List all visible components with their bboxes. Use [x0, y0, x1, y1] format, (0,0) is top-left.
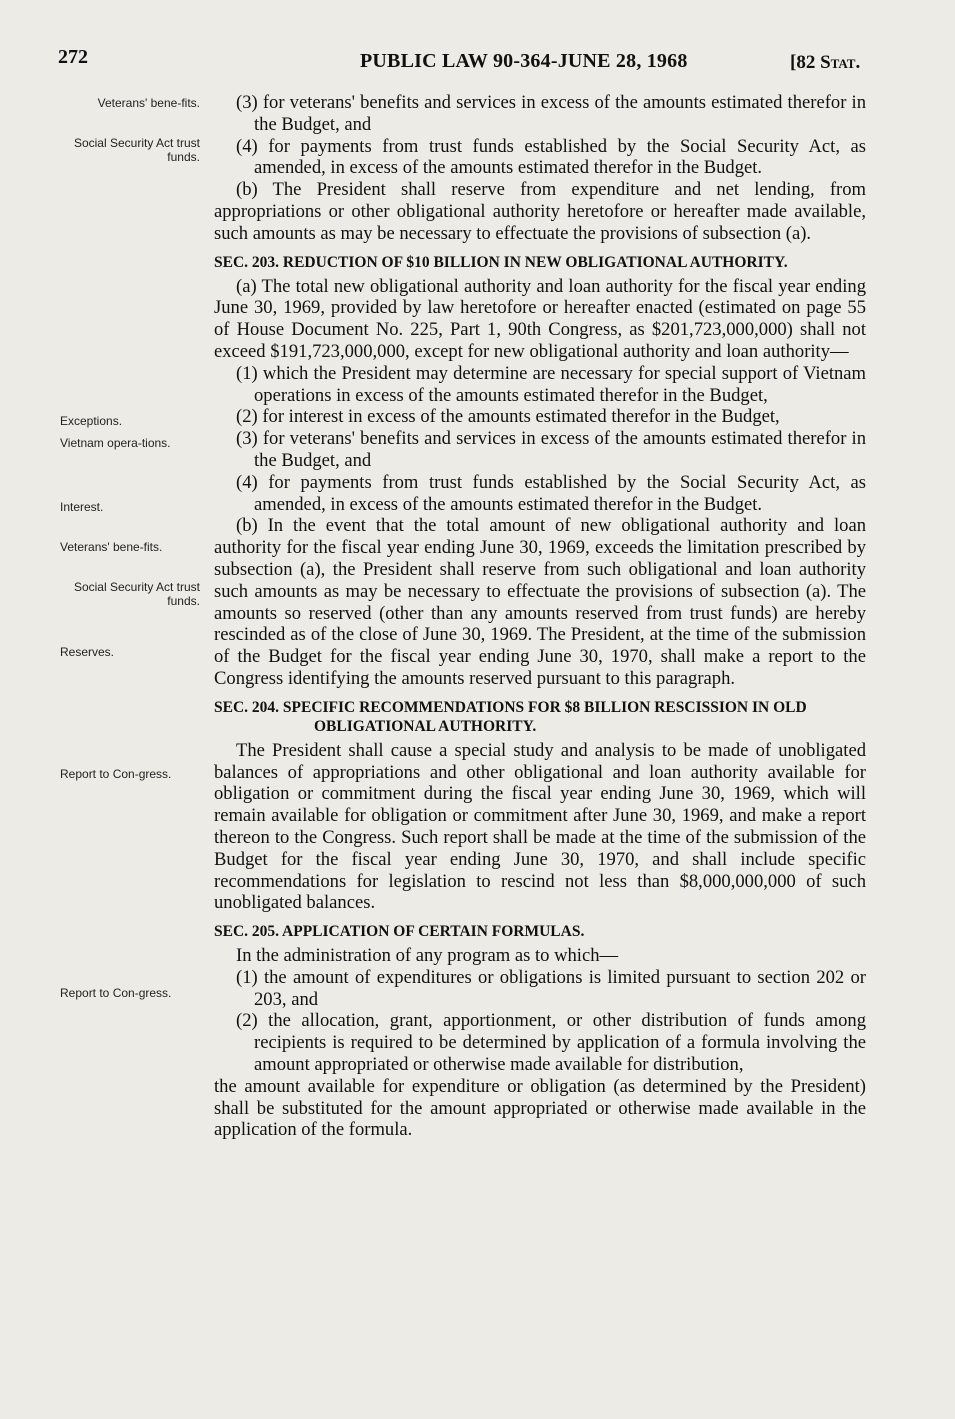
paragraph-203-4: (4) for payments from trust funds established by the Social Security Act, as amended, in excess of the amounts estimated therefor in the Budget.: [236, 471, 866, 515]
statute-volume: [790, 52, 860, 74]
paragraph-204: The President shall cause a special study and analysis to be made of unobligated balances of appropriations and other obligational and loan authority available for obligation or commitment during the fiscal year ending June 30, 1969, which will remain available for obligation or commitment after June 30, 1969, and make a report thereon to the Congress. Such report shall be made at the time of the submission of the Budget for the fiscal year ending June 30, 1970, and shall include specific recommendations for legislation to rescind not less than $8,000,000,000 of such unobligated balances.: [214, 739, 866, 914]
margin-note-exceptions: Exceptions.: [60, 414, 123, 428]
paragraph-3-veterans: (3) for veterans' benefits and services in excess of the amounts estimated therefor in the Budget, and: [236, 92, 866, 135]
margin-note-report-to-congress-2: Report to Con-gress.: [60, 986, 172, 1000]
margin-note-veterans-benefits-2: Veterans' bene-fits.: [60, 540, 163, 554]
margin-note-reserves: Reserves.: [60, 645, 115, 659]
paragraph-4-trust-funds: (4) for payments from trust funds established by the Social Security Act, as amended, in excess of the amounts estimated therefor in the Budget.: [236, 135, 866, 179]
paragraph-205-conclusion: the amount available for expenditure or obligation (as determined by the President) shall be substituted for the amount appropriated or otherwise made available in the application of the formula.: [214, 1075, 866, 1141]
paragraph-203-3: (3) for veterans' benefits and services in excess of the amounts estimated therefor in the Budget, and: [236, 428, 866, 471]
page-title: PUBLIC LAW 90-364-JUNE 28, 1968: [360, 50, 688, 72]
margin-note-vietnam-operations: Vietnam opera-tions.: [60, 436, 171, 450]
paragraph-203-a: (a) The total new obligational authority and loan authority for the fiscal year ending June 30, 1969, provided by law heretofore or hereafter enacted (estimated on page 55 of House Document No. 225, Part 1, 90th Congress, as $201,723,000,000) shall not exceed $191,723,000,000, except for new obligational authority and loan authority—: [214, 275, 866, 362]
margin-note-veterans-benefits: Veterans' bene-fits.: [97, 96, 200, 110]
paragraph-205-intro: In the administration of any program as to which—: [236, 945, 619, 967]
statute-volume-number: [82: [790, 52, 816, 73]
paragraph-203-2: (2) for interest in excess of the amounts estimated therefor in the Budget,: [236, 406, 780, 428]
margin-note-social-security: Social Security Act trust funds.: [73, 136, 200, 164]
paragraph-b-reserve: (b) The President shall reserve from expenditure and net lending, from appropriations or other obligational authority heretofore or hereafter made available, such amounts as may be necessary to effectuate the provisions of subsection (a).: [214, 179, 866, 244]
margin-note-interest: Interest.: [60, 500, 104, 514]
paragraph-203-b: (b) In the event that the total amount of new obligational authority and loan authority for the fiscal year ending June 30, 1969, exceeds the limitation prescribed by subsection (a), the President shall reserve from such obligational and loan authority such amounts as may be necessary to effectuate the provisions of subsection (a). The amounts so reserved (other than any amounts reserved from trust funds) are hereby rescinded as of the close of June 30, 1969. The President, at the time of the submission of the Budget for the fiscal year ending June 30, 1970, shall make a report to the Congress identifying the amounts reserved pursuant to this paragraph.: [214, 515, 866, 689]
statute-volume-label: Stat.: [820, 52, 861, 73]
section-heading-204: SEC. 204. SPECIFIC RECOMMENDATIONS FOR $8 BILLION RESCISSION IN OLD OBLIGATIONAL AUTHORITY.: [214, 698, 807, 735]
paragraph-205-2: (2) the allocation, grant, apportionment, or other distribution of funds among recipients is required to be determined by application of a formula involving the amount appropriated or otherwise made available for distribution,: [236, 1010, 866, 1076]
margin-note-report-to-congress: Report to Con-gress.: [60, 767, 172, 781]
paragraph-203-1: (1) which the President may determine are necessary for special support of Vietnam operations in excess of the amounts estimated therefor in the Budget,: [236, 362, 866, 406]
page-number: 272: [58, 46, 88, 68]
margin-note-social-security-2: Social Security Act trust funds.: [73, 580, 200, 608]
section-heading-203: SEC. 203. REDUCTION OF $10 BILLION IN NEW OBLIGATIONAL AUTHORITY.: [214, 253, 788, 271]
statute-body: [214, 92, 866, 1141]
paragraph-205-1: (1) the amount of expenditures or obligations is limited pursuant to section 202 or 203, and: [236, 966, 866, 1010]
section-heading-205: SEC. 205. APPLICATION OF CERTAIN FORMULAS.: [214, 923, 585, 941]
